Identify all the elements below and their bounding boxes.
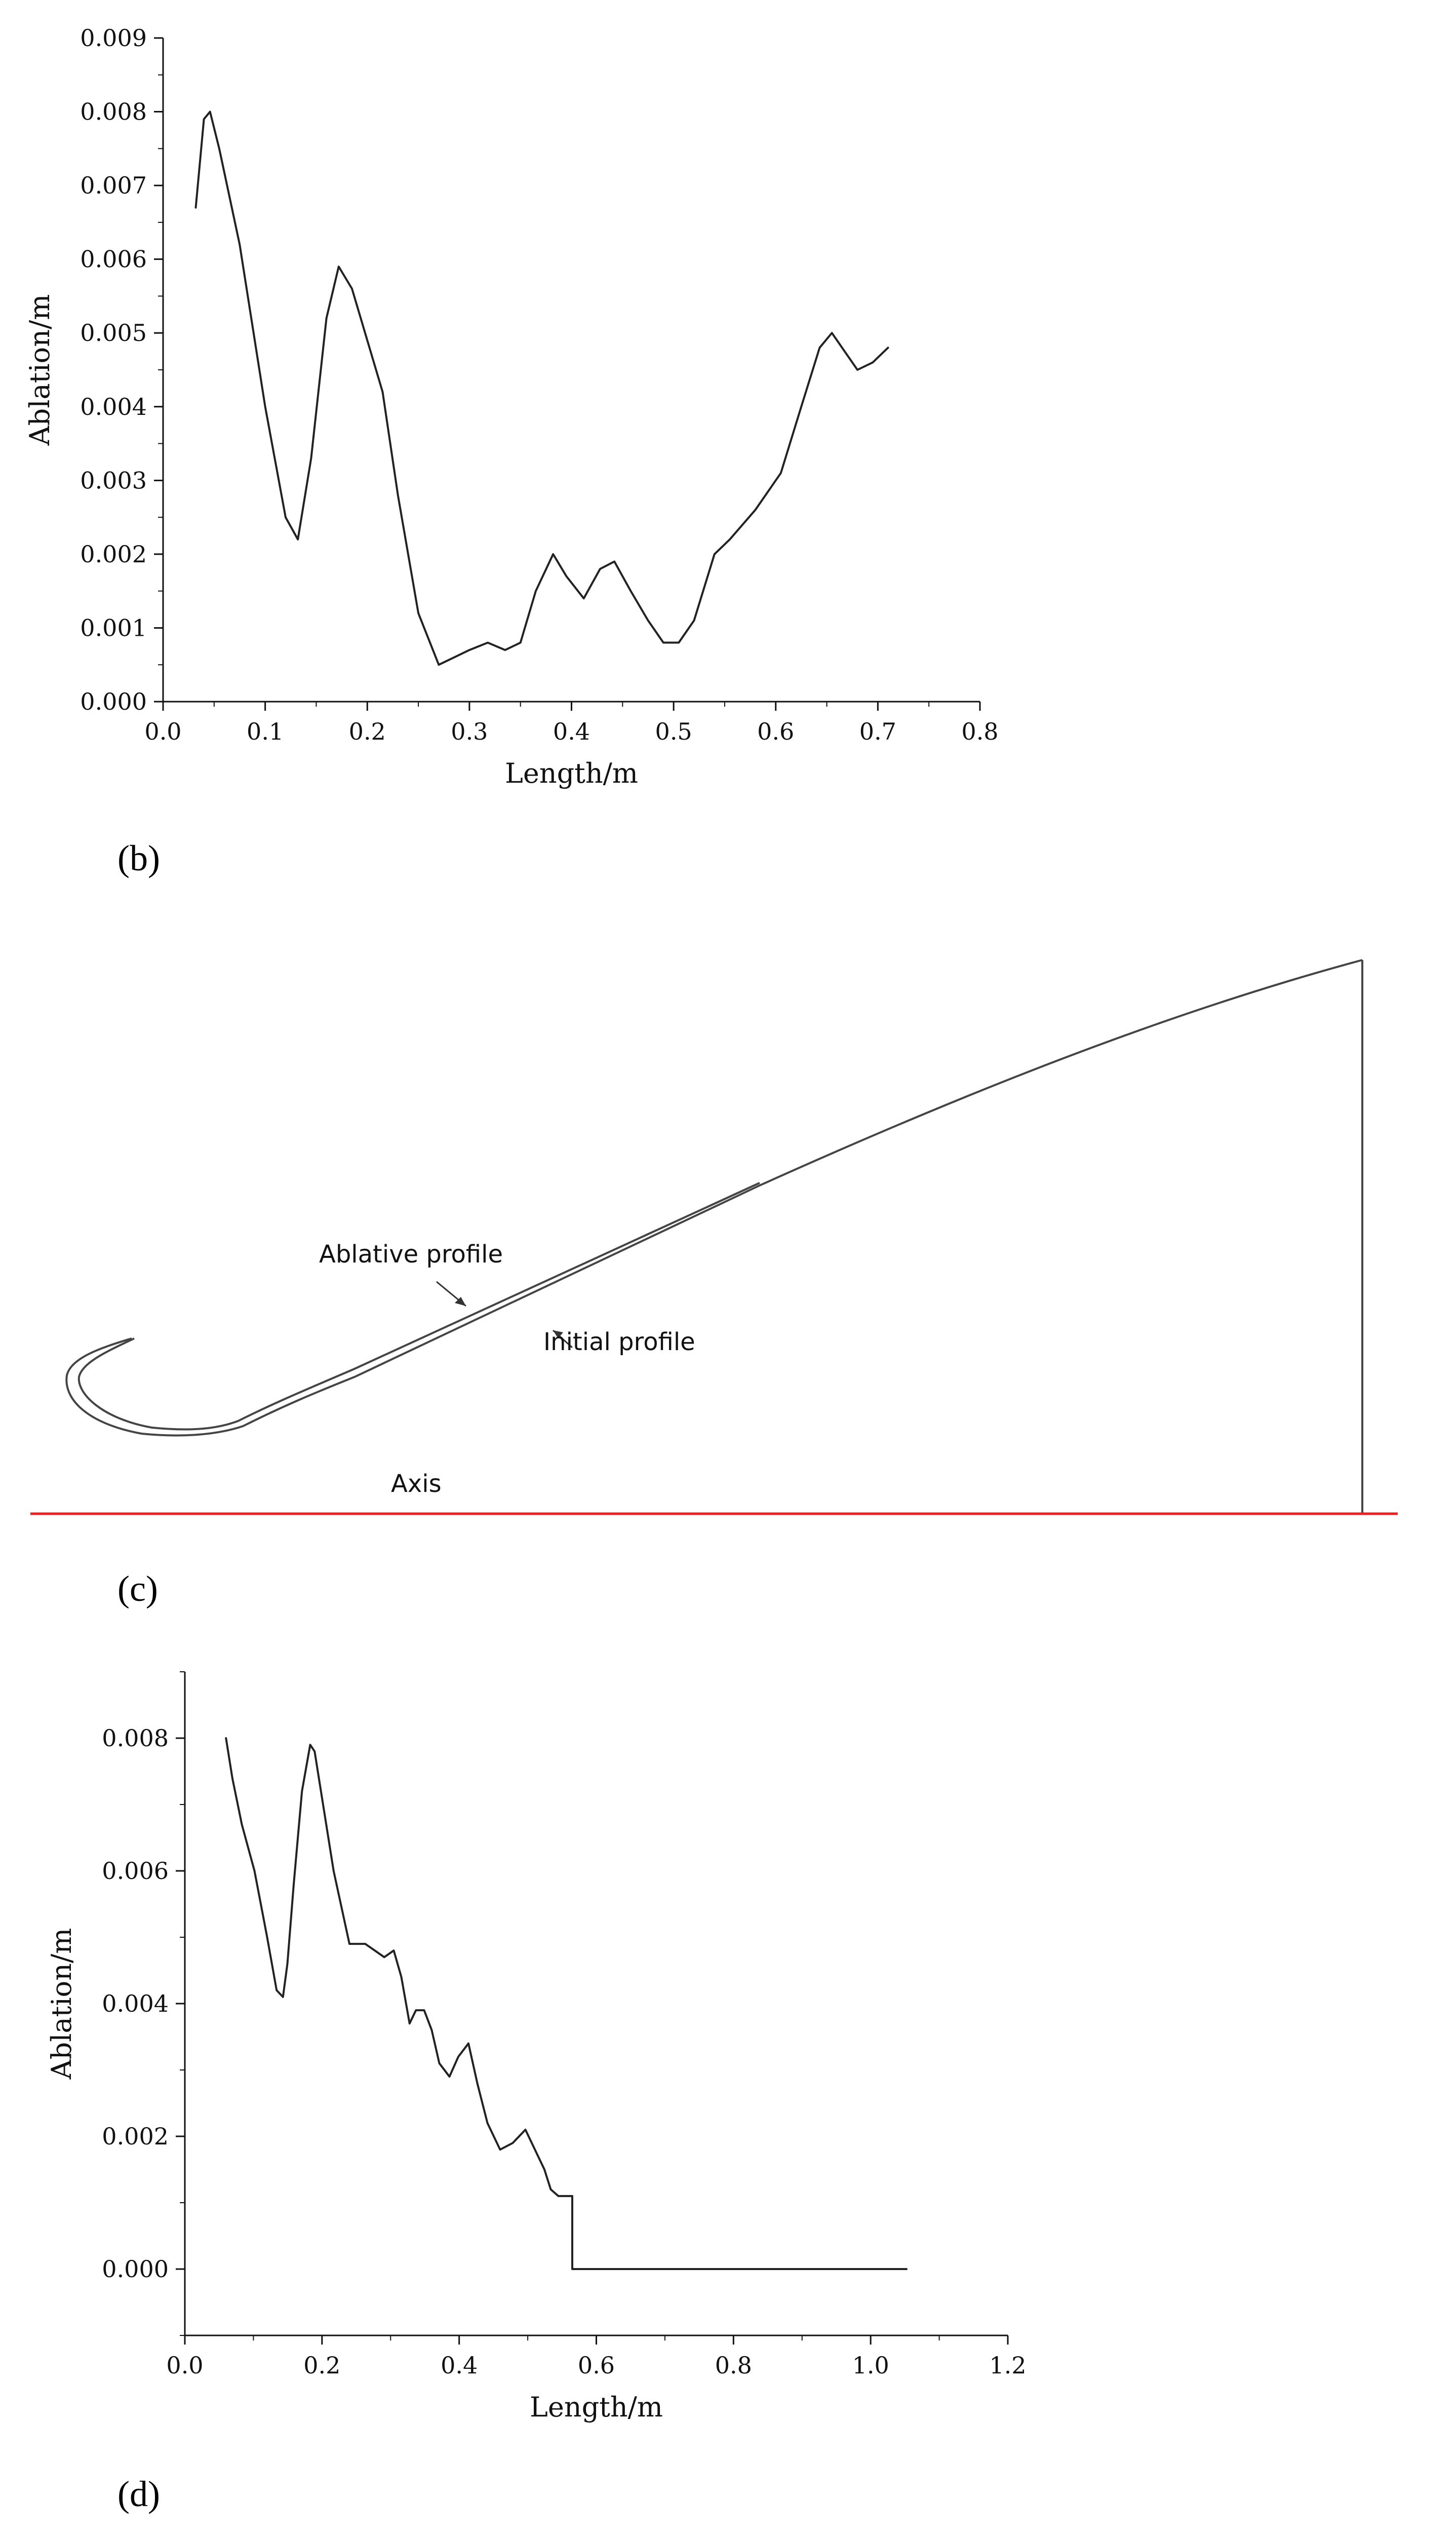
panel-b-label: (b) — [117, 838, 160, 878]
panel-d-y-tick-label: 0.006 — [102, 1857, 169, 1885]
panel-b-plot — [24, 24, 999, 789]
panel-d-x-tick-label: 1.0 — [852, 2352, 889, 2379]
ablative-profile-curve — [79, 1183, 760, 1430]
panel-b-x-tick-label: 0.0 — [144, 718, 182, 745]
panel-d-label: (d) — [117, 2474, 160, 2514]
panel-b-y-tick-label: 0.004 — [80, 393, 147, 420]
panel-b-x-tick-label: 0.1 — [247, 718, 284, 745]
panel-d-x-tick-label: 0.0 — [166, 2352, 204, 2379]
panel-d-series-line — [226, 1738, 907, 2269]
panel-b-y-tick-label: 0.009 — [80, 24, 147, 52]
panel-d — [46, 1672, 1027, 2514]
panel-d-plot — [46, 1672, 1027, 2423]
panel-b-y-tick-label: 0.002 — [80, 540, 147, 568]
panel-b-y-tick-label: 0.008 — [80, 98, 147, 126]
panel-b-x-tick-label: 0.3 — [451, 718, 488, 745]
panel-b-x-tick-label: 0.8 — [961, 718, 999, 745]
initial-profile-curve — [66, 960, 1362, 1436]
panel-d-x-tick-label: 0.6 — [577, 2352, 615, 2379]
initial-profile-label: Initial profile — [543, 1328, 695, 1356]
panel-c — [30, 960, 1398, 1514]
panel-b-series-line — [196, 112, 888, 665]
panel-d-x-tick-label: 0.2 — [303, 2352, 341, 2379]
panel-b-x-tick-label: 0.2 — [348, 718, 386, 745]
panel-b-y-tick-label: 0.003 — [80, 467, 147, 494]
panel-d-y-tick-label: 0.000 — [102, 2255, 169, 2283]
panel-b-y-tick-label: 0.007 — [80, 172, 147, 200]
panel-b-x-tick-label: 0.6 — [757, 718, 795, 745]
panel-d-x-tick-label: 1.2 — [989, 2352, 1027, 2379]
axis-label: Axis — [391, 1470, 442, 1498]
ablative-profile-label: Ablative profile — [319, 1240, 503, 1269]
panel-b-x-tick-label: 0.5 — [655, 718, 692, 745]
panel-b-y-axis-title: Ablation/m — [24, 294, 56, 446]
panel-d-y-axis-title: Ablation/m — [46, 1928, 77, 2080]
panel-b-x-tick-label: 0.4 — [553, 718, 591, 745]
panel-d-x-axis-title: Length/m — [529, 2391, 663, 2423]
panel-d-y-tick-label: 0.004 — [102, 1990, 169, 2017]
panel-d-x-tick-label: 0.8 — [715, 2352, 752, 2379]
panel-b-y-tick-label: 0.000 — [80, 688, 147, 715]
panel-c-label: (c) — [117, 1568, 158, 1609]
panel-b-x-tick-label: 0.7 — [859, 718, 896, 745]
panel-d-x-tick-label: 0.4 — [441, 2352, 478, 2379]
panel-c-annotations — [117, 1240, 695, 1609]
panel-b-x-axis-title: Length/m — [504, 757, 639, 789]
panel-d-y-tick-label: 0.008 — [102, 1724, 169, 1752]
panel-d-y-tick-label: 0.002 — [102, 2123, 169, 2150]
panel-b — [24, 24, 999, 878]
panel-b-y-tick-label: 0.005 — [80, 319, 147, 347]
panel-b-y-tick-label: 0.001 — [80, 614, 147, 642]
panel-b-y-tick-label: 0.006 — [80, 245, 147, 273]
